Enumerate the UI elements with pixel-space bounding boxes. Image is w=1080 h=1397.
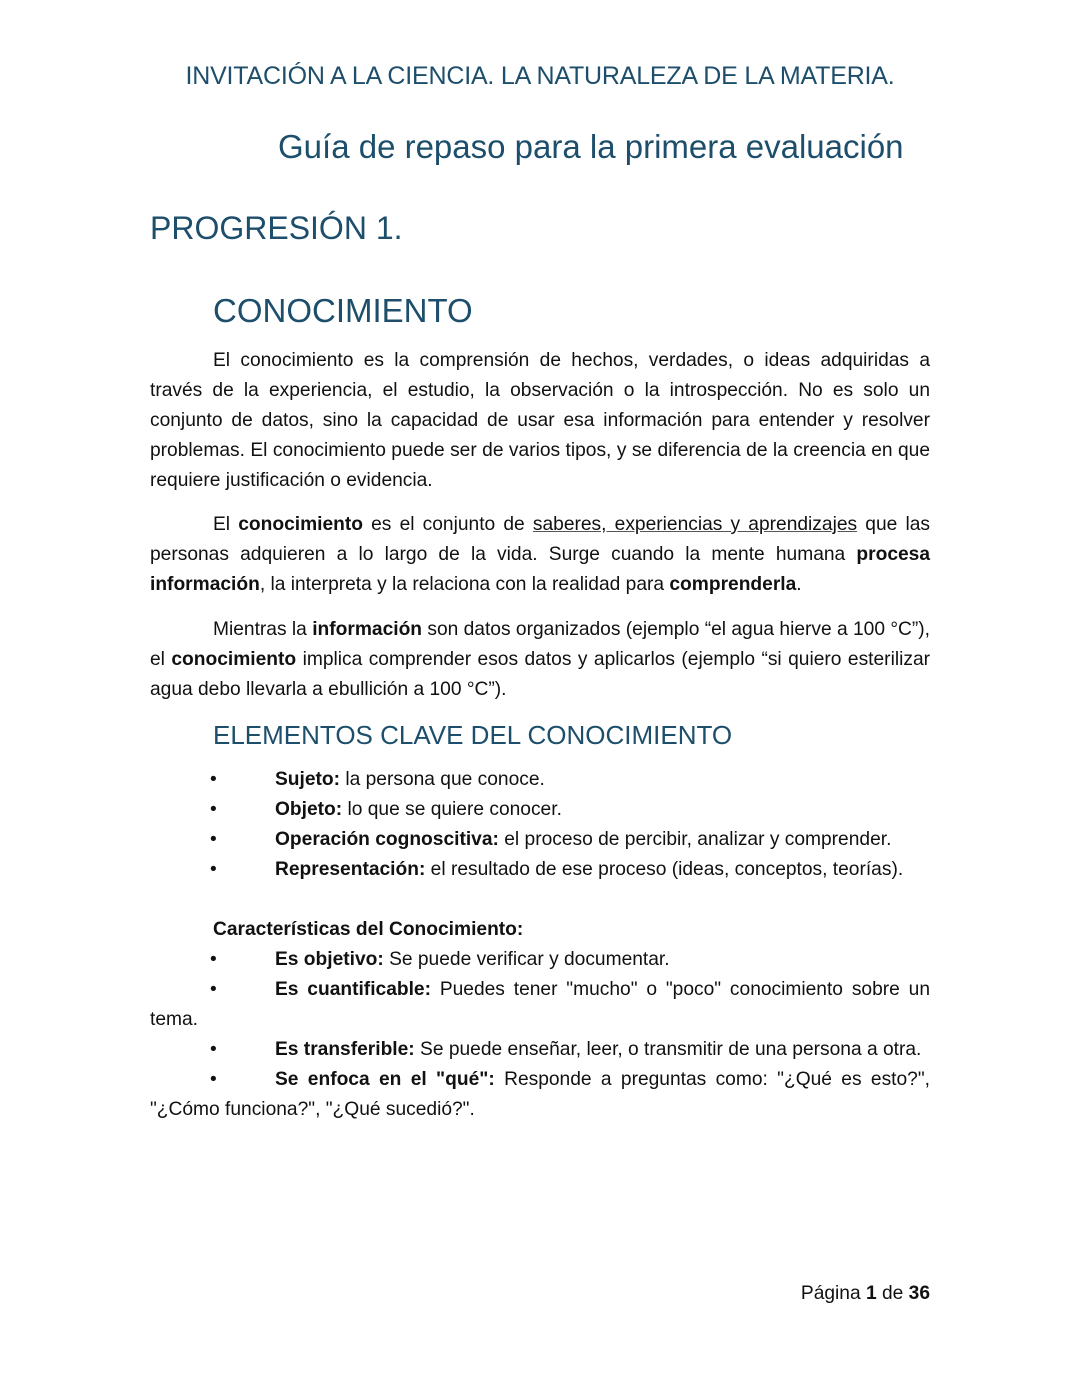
total-pages: 36 xyxy=(908,1283,930,1304)
text-span: son datos organizados (ejemplo “el agua hierve a 100 °C”), el xyxy=(150,619,931,670)
item-text: Responde a preguntas como: "¿Qué es esto?", "¿Cómo funciona?", "¿Qué sucedió?". xyxy=(150,1069,930,1120)
item-text: el resultado de ese proceso (ideas, conceptos, teorías). xyxy=(425,859,904,880)
item-term: Es transferible: xyxy=(275,1039,415,1060)
list-item xyxy=(150,825,930,855)
list-item xyxy=(150,1035,930,1065)
document-page xyxy=(150,0,930,1397)
underlined-phrase: saberes, experiencias y aprendizajes xyxy=(532,514,858,535)
bullet-icon: • xyxy=(210,979,217,1000)
item-term: Sujeto: xyxy=(275,769,341,790)
page-of: de xyxy=(876,1283,909,1304)
bold-term: conocimiento xyxy=(171,649,297,670)
bullet-icon: • xyxy=(210,799,217,820)
item-text: lo que se quiere conocer. xyxy=(342,799,562,820)
section-title: CONOCIMIENTO xyxy=(213,292,473,329)
text-span: . xyxy=(796,574,802,595)
item-term: Se enfoca en el "qué": xyxy=(275,1069,495,1090)
bold-term: procesa información xyxy=(150,544,930,595)
bold-term: conocimiento xyxy=(238,514,363,535)
list-item xyxy=(150,765,930,795)
item-text: la persona que conoce. xyxy=(340,769,545,790)
bold-term: información xyxy=(312,619,423,640)
characteristics-list xyxy=(150,945,930,1125)
page-number xyxy=(801,1283,930,1305)
list-item xyxy=(150,795,930,825)
paragraph-information-vs-knowledge xyxy=(150,615,930,705)
item-text: Puedes tener "mucho" o "poco" conocimiento sobre un tema. xyxy=(150,979,930,1030)
item-term: Es cuantificable: xyxy=(275,979,431,1000)
text-span: El xyxy=(213,514,239,535)
bullet-icon: • xyxy=(210,949,217,970)
bullet-icon: • xyxy=(210,1069,217,1090)
key-elements-list xyxy=(150,765,930,885)
item-term: Representación: xyxy=(275,859,426,880)
bullet-icon: • xyxy=(210,859,217,880)
bullet-icon: • xyxy=(210,769,217,790)
guide-title: Guía de repaso para la primera evaluación xyxy=(278,128,904,165)
text-span: es el conjunto de xyxy=(362,514,533,535)
item-term: Es objetivo: xyxy=(275,949,384,970)
text-span: Mientras la xyxy=(213,619,313,640)
item-text: Se puede enseñar, leer, o transmitir de una persona a otra. xyxy=(414,1039,922,1060)
list-item xyxy=(150,1065,930,1125)
key-elements-heading: ELEMENTOS CLAVE DEL CONOCIMIENTO xyxy=(213,720,733,750)
list-item xyxy=(150,945,930,975)
text-span: que las personas adquieren a lo largo de la vida. Surge cuando la mente humana xyxy=(150,514,930,565)
paragraph-definition: El conocimiento es la comprensión de hechos, verdades, o ideas adquiridas a través de la experiencia, el estudio, la observación o la introspección. No es solo un conjunto de datos, sino la capacidad de usar esa información para entender y resolver problemas. El conocimiento puede ser de varios tipos, y se diferencia de la creencia en que requiere justificación o evidencia. xyxy=(150,350,930,491)
page-label: Página xyxy=(800,1283,866,1304)
item-term: Operación cognoscitiva: xyxy=(275,829,499,850)
list-item xyxy=(150,855,930,885)
bold-term: comprenderla xyxy=(669,574,797,595)
characteristics-heading: Características del Conocimiento: xyxy=(213,919,524,940)
current-page: 1 xyxy=(865,1283,877,1304)
list-item xyxy=(150,975,930,1035)
text-span: , la interpreta y la relaciona con la realidad para xyxy=(259,574,670,595)
bullet-icon: • xyxy=(210,1039,217,1060)
progression-heading: PROGRESIÓN 1. xyxy=(150,210,403,246)
item-text: Se puede verificar y documentar. xyxy=(383,949,670,970)
paragraph-concept xyxy=(150,510,930,600)
course-title: INVITACIÓN A LA CIENCIA. LA NATURALEZA DE LA MATERIA. xyxy=(185,62,895,90)
bullet-icon: • xyxy=(210,829,217,850)
item-term: Objeto: xyxy=(275,799,343,820)
text-span: implica comprender esos datos y aplicarlos (ejemplo “si quiero esterilizar agua debo llevarla a ebullición a 100 °C”). xyxy=(150,649,931,700)
item-text: el proceso de percibir, analizar y comprender. xyxy=(498,829,892,850)
